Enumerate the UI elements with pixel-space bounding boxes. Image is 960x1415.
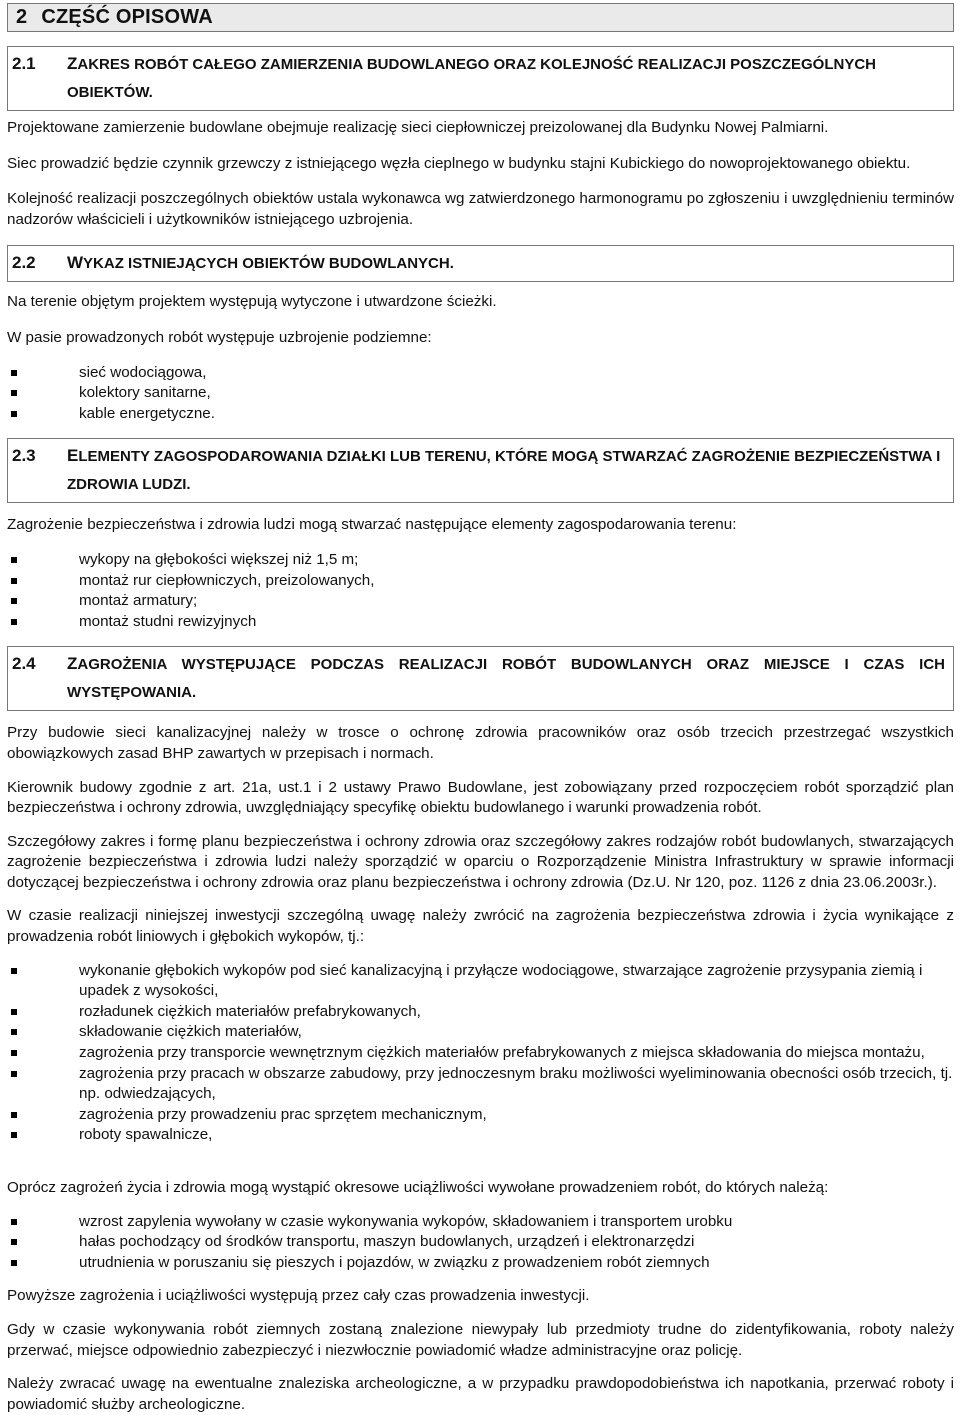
section-heading-2-4: [7, 646, 954, 711]
chapter-heading: [7, 3, 954, 32]
paragraph: W czasie realizacji niniejszej inwestycji szczególną uwagę należy zwrócić na zagrożenia bezpieczeństwa zdrowia i życia wynikające z prowadzenia robót liniowych i głębokich wykopów, tj.:: [7, 907, 954, 946]
paragraph: Szczegółowy zakres i formę planu bezpieczeństwa i ochrony zdrowia oraz szczegółowy zakres rodzajów robót budowlanych, stwarzających zagrożenie bezpieczeństwa i zdrowia ludzi należy sporządzić w oparciu o Rozporządzenie Ministra Infrastruktury w sprawie informacji dotyczącej bezpieczeństwa i ochrony zdrowia oraz planu bezpieczeństwa i ochrony zdrowia (Dz.U. Nr 120, poz. 1126 z dnia 23.06.2003r.).: [7, 832, 954, 891]
nuisance-list: [7, 1212, 954, 1274]
list-item: wykonanie głębokich wykopów pod sieć kanalizacyjną i przyłącze wodociągowe, stwarzające zagrożenie przysypania ziemią i upadek z wysokości,: [7, 961, 954, 1002]
list-item: rozładunek ciężkich materiałów prefabrykowanych,: [7, 1002, 954, 1023]
section-number: 2.2: [12, 253, 36, 273]
list-item: wzrost zapylenia wywołany w czasie wykonywania wykopów, składowaniem i transportem urobku: [7, 1212, 954, 1233]
list-item: kolektory sanitarne,: [7, 383, 954, 404]
paragraph: Gdy w czasie wykonywania robót ziemnych zostaną znalezione niewypały lub przedmioty trudne do zidentyfikowania, roboty należy przerwać, miejsce odpowiednio zabezpieczyć i niezwłocznie powiadomić władze administracyjne oraz policję.: [7, 1320, 954, 1359]
section-number: 2.3: [12, 446, 36, 466]
list-item: wykopy na głębokości większej niż 1,5 m;: [7, 550, 954, 571]
list-item: roboty spawalnicze,: [7, 1125, 954, 1146]
list-item: składowanie ciężkich materiałów,: [7, 1022, 954, 1043]
section-heading-2-1: [7, 46, 954, 111]
section-title: ZAGROŻENIA WYSTĘPUJĄCE PODCZAS REALIZACJI ROBÓT BUDOWLANYCH ORAZ MIEJSCE I CZAS ICH WYSTĘPOWANIA.: [67, 654, 945, 702]
list-item: montaż studni rewizyjnych: [7, 612, 954, 633]
section-heading-2-2: [7, 245, 954, 282]
list-item: zagrożenia przy prowadzeniu prac sprzętem mechanicznym,: [7, 1105, 954, 1126]
list-item: zagrożenia przy pracach w obszarze zabudowy, przy jednoczesnym braku możliwości wyeliminowania obecności osób trzecich, tj. np. odwiedzających,: [7, 1064, 954, 1105]
paragraph: Powyższe zagrożenia i uciążliwości występują przez cały czas prowadzenia inwestycji.: [7, 1287, 590, 1305]
paragraph: Na terenie objętym projektem występują wytyczone i utwardzone ścieżki.: [7, 293, 497, 311]
list-item: montaż rur ciepłowniczych, preizolowanych,: [7, 571, 954, 592]
paragraph: W pasie prowadzonych robót występuje uzbrojenie podziemne:: [7, 328, 432, 346]
paragraph: Siec prowadzić będzie czynnik grzewczy z istniejącego węzła cieplnego w budynku stajni Kubickiego do nowoprojektowanego obiektu.: [7, 154, 911, 172]
list-item: kable energetyczne.: [7, 404, 954, 425]
paragraph: Oprócz zagrożeń życia i zdrowia mogą wystąpić okresowe uciążliwości wywołane prowadzeniem robót, do których należą:: [7, 1179, 829, 1196]
paragraph: Należy zwracać uwagę na ewentualne znaleziska archeologiczne, a w przypadku prawdopodobieństwa ich napotkania, przerwać roboty i powiadomić służby archeologiczne.: [7, 1375, 954, 1413]
paragraph: Projektowane zamierzenie budowlane obejmuje realizację sieci ciepłowniczej preizolowanej dla Budynku Nowej Palmiarni.: [7, 119, 829, 136]
section-number: 2.4: [12, 654, 36, 674]
bullet-list: [7, 363, 954, 425]
section-title: ELEMENTY ZAGOSPODAROWANIA DZIAŁKI LUB TERENU, KTÓRE MOGĄ STWARZAĆ ZAGROŻENIE BEZPIECZEŃSTWA I ZDROWIA LUDZI.: [67, 446, 941, 494]
paragraph: Zagrożenie bezpieczeństwa i zdrowia ludzi mogą stwarzać następujące elementy zagospodarowania terenu:: [7, 516, 737, 534]
paragraph: Kierownik budowy zgodnie z art. 21a, ust.1 i 2 ustawy Prawo Budowlane, jest zobowiązany przed rozpoczęciem robót sporządzić plan bezpieczeństwa i ochrony zdrowia, uwzględniający specyfikę obiektu budowlanego i warunki prowadzenia robót.: [7, 778, 954, 817]
chapter-number: 2: [16, 6, 28, 28]
chapter-title: CZĘŚĆ OPISOWA: [41, 6, 213, 28]
section-title: WYKAZ ISTNIEJĄCYCH OBIEKTÓW BUDOWLANYCH.: [67, 253, 454, 273]
list-item: utrudnienia w poruszaniu się pieszych i pojazdów, w związku z prowadzeniem robót ziemnych: [7, 1253, 954, 1274]
list-item: zagrożenia przy transporcie wewnętrznym ciężkich materiałów prefabrykowanych z miejsca składowania do miejsca montażu,: [7, 1043, 954, 1064]
list-item: montaż armatury;: [7, 591, 954, 612]
list-item: hałas pochodzący od środków transportu, maszyn budowlanych, urządzeń i elektronarzędzi: [7, 1232, 954, 1253]
paragraph: Kolejność realizacji poszczególnych obiektów ustala wykonawca wg zatwierdzonego harmonogramu po zgłoszeniu i uwzględnieniu terminów nadzorów właścicieli i użytkowników istniejącego uzbrojenia.: [7, 190, 954, 228]
section-heading-2-3: [7, 438, 954, 503]
section-number: 2.1: [12, 54, 36, 73]
list-item: sieć wodociągowa,: [7, 363, 954, 384]
paragraph: Przy budowie sieci kanalizacyjnej należy w trosce o ochronę zdrowia pracowników oraz osób trzecich przestrzegać wszystkich obowiązkowych zasad BHP zawartych w przepisach i normach.: [7, 724, 954, 762]
hazard-list: [7, 961, 954, 1146]
bullet-list: [7, 550, 954, 632]
section-title: ZAKRES ROBÓT CAŁEGO ZAMIERZENIA BUDOWLANEGO ORAZ KOLEJNOŚĆ REALIZACJI POSZCZEGÓLNYCH OBIEKTÓW.: [67, 54, 877, 101]
